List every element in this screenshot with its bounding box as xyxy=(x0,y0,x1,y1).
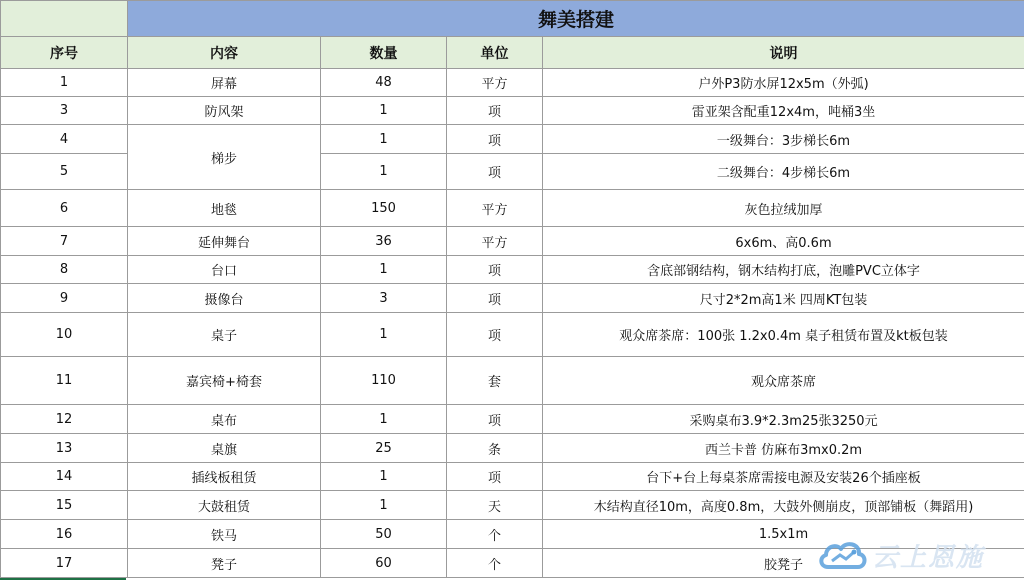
header-content[interactable]: 内容 xyxy=(128,37,321,69)
cell-unit[interactable]: 条 xyxy=(447,434,543,463)
cell-unit[interactable]: 项 xyxy=(447,405,543,434)
cell-unit[interactable]: 平方 xyxy=(447,227,543,256)
cell-index[interactable]: 15 xyxy=(1,491,128,520)
cell-quantity[interactable]: 1 xyxy=(321,463,447,491)
cell-index[interactable]: 17 xyxy=(1,549,128,578)
cell-content[interactable]: 屏幕 xyxy=(128,69,321,97)
table-row xyxy=(1,97,1024,125)
corner-cell[interactable] xyxy=(1,1,128,37)
table-row xyxy=(1,463,1024,491)
cell-content[interactable]: 大鼓租赁 xyxy=(128,491,321,520)
watermark xyxy=(816,533,1016,577)
table-row xyxy=(1,357,1024,405)
cell-content[interactable]: 台口 xyxy=(128,256,321,284)
table-row xyxy=(1,190,1024,227)
cell-content[interactable]: 桌旗 xyxy=(128,434,321,463)
cell-index[interactable]: 12 xyxy=(1,405,128,434)
cell-index[interactable]: 6 xyxy=(1,190,128,227)
watermark-text: 云上恩施 xyxy=(872,537,984,574)
cell-selection-indicator xyxy=(0,578,126,585)
cell-unit[interactable]: 项 xyxy=(447,463,543,491)
cell-note[interactable]: 一级舞台：3步梯长6m xyxy=(543,125,1024,154)
cell-index[interactable]: 5 xyxy=(1,154,128,190)
header-note[interactable]: 说明 xyxy=(543,37,1024,69)
cell-note[interactable]: 木结构直径10m，高度0.8m，大鼓外侧崩皮，顶部铺板（舞蹈用) xyxy=(543,491,1024,520)
header-unit[interactable]: 单位 xyxy=(447,37,543,69)
cell-note[interactable]: 1.5x1m xyxy=(543,520,1024,549)
cell-index[interactable]: 1 xyxy=(1,69,128,97)
header-row xyxy=(1,37,1024,69)
cell-quantity[interactable]: 110 xyxy=(321,357,447,405)
table-row xyxy=(1,405,1024,434)
cell-note[interactable]: 户外P3防水屏12x5m（外弧) xyxy=(543,69,1024,97)
cell-content[interactable]: 桌布 xyxy=(128,405,321,434)
cell-quantity[interactable]: 1 xyxy=(321,313,447,357)
cell-content[interactable]: 防风架 xyxy=(128,97,321,125)
table-row xyxy=(1,434,1024,463)
header-index[interactable]: 序号 xyxy=(1,37,128,69)
cell-content[interactable]: 梯步 xyxy=(128,125,321,190)
table-row xyxy=(1,284,1024,313)
cell-quantity[interactable]: 50 xyxy=(321,520,447,549)
table-title[interactable]: 舞美搭建 xyxy=(128,1,1024,37)
cell-note[interactable]: 台下+台上每桌茶席需接电源及安装26个插座板 xyxy=(543,463,1024,491)
cell-unit[interactable]: 项 xyxy=(447,313,543,357)
cell-note[interactable]: 灰色拉绒加厚 xyxy=(543,190,1024,227)
cell-unit[interactable]: 个 xyxy=(447,520,543,549)
cell-note[interactable]: 胶凳子 xyxy=(543,549,1024,578)
table-row xyxy=(1,125,1024,154)
cell-quantity[interactable]: 1 xyxy=(321,125,447,154)
cell-note[interactable]: 采购桌布3.9*2.3m25张3250元 xyxy=(543,405,1024,434)
cell-quantity[interactable]: 60 xyxy=(321,549,447,578)
cell-note[interactable]: 观众席茶席 xyxy=(543,357,1024,405)
cell-unit[interactable]: 平方 xyxy=(447,69,543,97)
cell-index[interactable]: 14 xyxy=(1,463,128,491)
cell-unit[interactable]: 项 xyxy=(447,256,543,284)
cell-note[interactable]: 尺寸2*2m高1米 四周KT包装 xyxy=(543,284,1024,313)
cell-unit[interactable]: 项 xyxy=(447,125,543,154)
table-row xyxy=(1,313,1024,357)
header-quantity[interactable]: 数量 xyxy=(321,37,447,69)
cell-index[interactable]: 11 xyxy=(1,357,128,405)
cell-unit[interactable]: 天 xyxy=(447,491,543,520)
cell-content[interactable]: 延伸舞台 xyxy=(128,227,321,256)
cell-note[interactable]: 6x6m、高0.6m xyxy=(543,227,1024,256)
cell-quantity[interactable]: 1 xyxy=(321,491,447,520)
cell-content[interactable]: 插线板租赁 xyxy=(128,463,321,491)
cell-quantity[interactable]: 150 xyxy=(321,190,447,227)
cell-index[interactable]: 3 xyxy=(1,97,128,125)
cell-unit[interactable]: 平方 xyxy=(447,190,543,227)
cloud-logo-icon xyxy=(816,533,870,577)
cell-unit[interactable]: 个 xyxy=(447,549,543,578)
cell-note[interactable]: 观众席茶席：100张 1.2x0.4m 桌子租赁布置及kt板包装 xyxy=(543,313,1024,357)
cell-quantity[interactable]: 1 xyxy=(321,256,447,284)
cell-content[interactable]: 地毯 xyxy=(128,190,321,227)
cell-unit[interactable]: 项 xyxy=(447,97,543,125)
cell-quantity[interactable]: 36 xyxy=(321,227,447,256)
cell-index[interactable]: 13 xyxy=(1,434,128,463)
table-row xyxy=(1,69,1024,97)
cell-quantity[interactable]: 1 xyxy=(321,405,447,434)
cell-unit[interactable]: 套 xyxy=(447,357,543,405)
cell-note[interactable]: 二级舞台：4步梯长6m xyxy=(543,154,1024,190)
cell-quantity[interactable]: 1 xyxy=(321,154,447,190)
cell-content[interactable]: 凳子 xyxy=(128,549,321,578)
cell-unit[interactable]: 项 xyxy=(447,154,543,190)
cell-index[interactable]: 10 xyxy=(1,313,128,357)
cell-note[interactable]: 含底部钢结构，钢木结构打底，泡雕PVC立体字 xyxy=(543,256,1024,284)
cell-index[interactable]: 9 xyxy=(1,284,128,313)
cell-quantity[interactable]: 3 xyxy=(321,284,447,313)
cell-content[interactable]: 摄像台 xyxy=(128,284,321,313)
cell-index[interactable]: 4 xyxy=(1,125,128,154)
cell-content[interactable]: 嘉宾椅+椅套 xyxy=(128,357,321,405)
cell-quantity[interactable]: 1 xyxy=(321,97,447,125)
cell-index[interactable]: 8 xyxy=(1,256,128,284)
cell-index[interactable]: 7 xyxy=(1,227,128,256)
cell-quantity[interactable]: 48 xyxy=(321,69,447,97)
cell-index[interactable]: 16 xyxy=(1,520,128,549)
table-row xyxy=(1,227,1024,256)
cell-content[interactable]: 桌子 xyxy=(128,313,321,357)
table-row xyxy=(1,491,1024,520)
cell-content[interactable]: 铁马 xyxy=(128,520,321,549)
cell-note[interactable]: 雷亚架含配重12x4m，吨桶3坐 xyxy=(543,97,1024,125)
title-row xyxy=(1,1,1024,37)
cell-quantity[interactable]: 25 xyxy=(321,434,447,463)
table-row xyxy=(1,256,1024,284)
cell-unit[interactable]: 项 xyxy=(447,284,543,313)
cell-note[interactable]: 西兰卡普 仿麻布3mx0.2m xyxy=(543,434,1024,463)
